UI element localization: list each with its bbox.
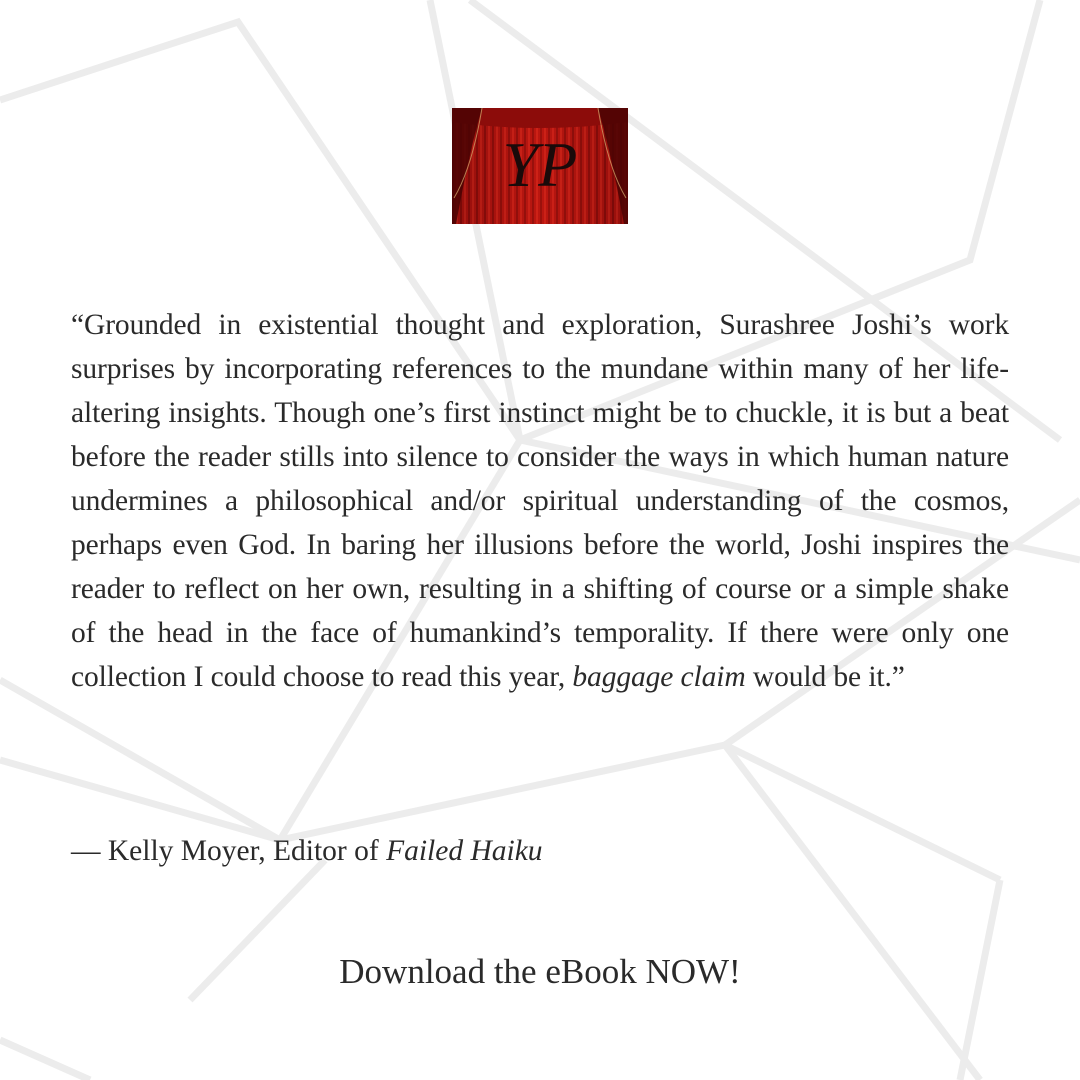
- quote-attribution: [71, 829, 1009, 873]
- quote-text: Grounded in existential thought and exploration, Surashree Joshi’s work surprises by incorporating references to the mundane within many of her life-altering insights. Though one’s first instinct might be to chuckle, it is but a beat before the reader stills into silence to consider the ways in which human nature undermines a philosophical and/or spiritual understanding of the cosmos, perhaps even God. In baring her illusions before the world, Joshi inspires the reader to reflect on her own, resulting in a shifting of course or a simple shake of the head in the face of humankind’s temporality. If there were only one collection I could choose to read this year,: [71, 309, 1009, 693]
- publisher-logo: [452, 108, 628, 224]
- book-title: baggage claim: [572, 661, 746, 693]
- publication-name: Failed Haiku: [386, 835, 543, 867]
- quote-closing-text: would be it.: [745, 661, 892, 693]
- review-quote: [71, 303, 1009, 699]
- download-ebook-link[interactable]: Download the eBook NOW!: [339, 952, 741, 991]
- quote-open-mark: “: [71, 309, 84, 341]
- attribution-prefix: — Kelly Moyer, Editor of: [71, 835, 387, 867]
- logo-monogram: YP: [502, 129, 578, 200]
- quote-close-mark: ”: [891, 661, 905, 693]
